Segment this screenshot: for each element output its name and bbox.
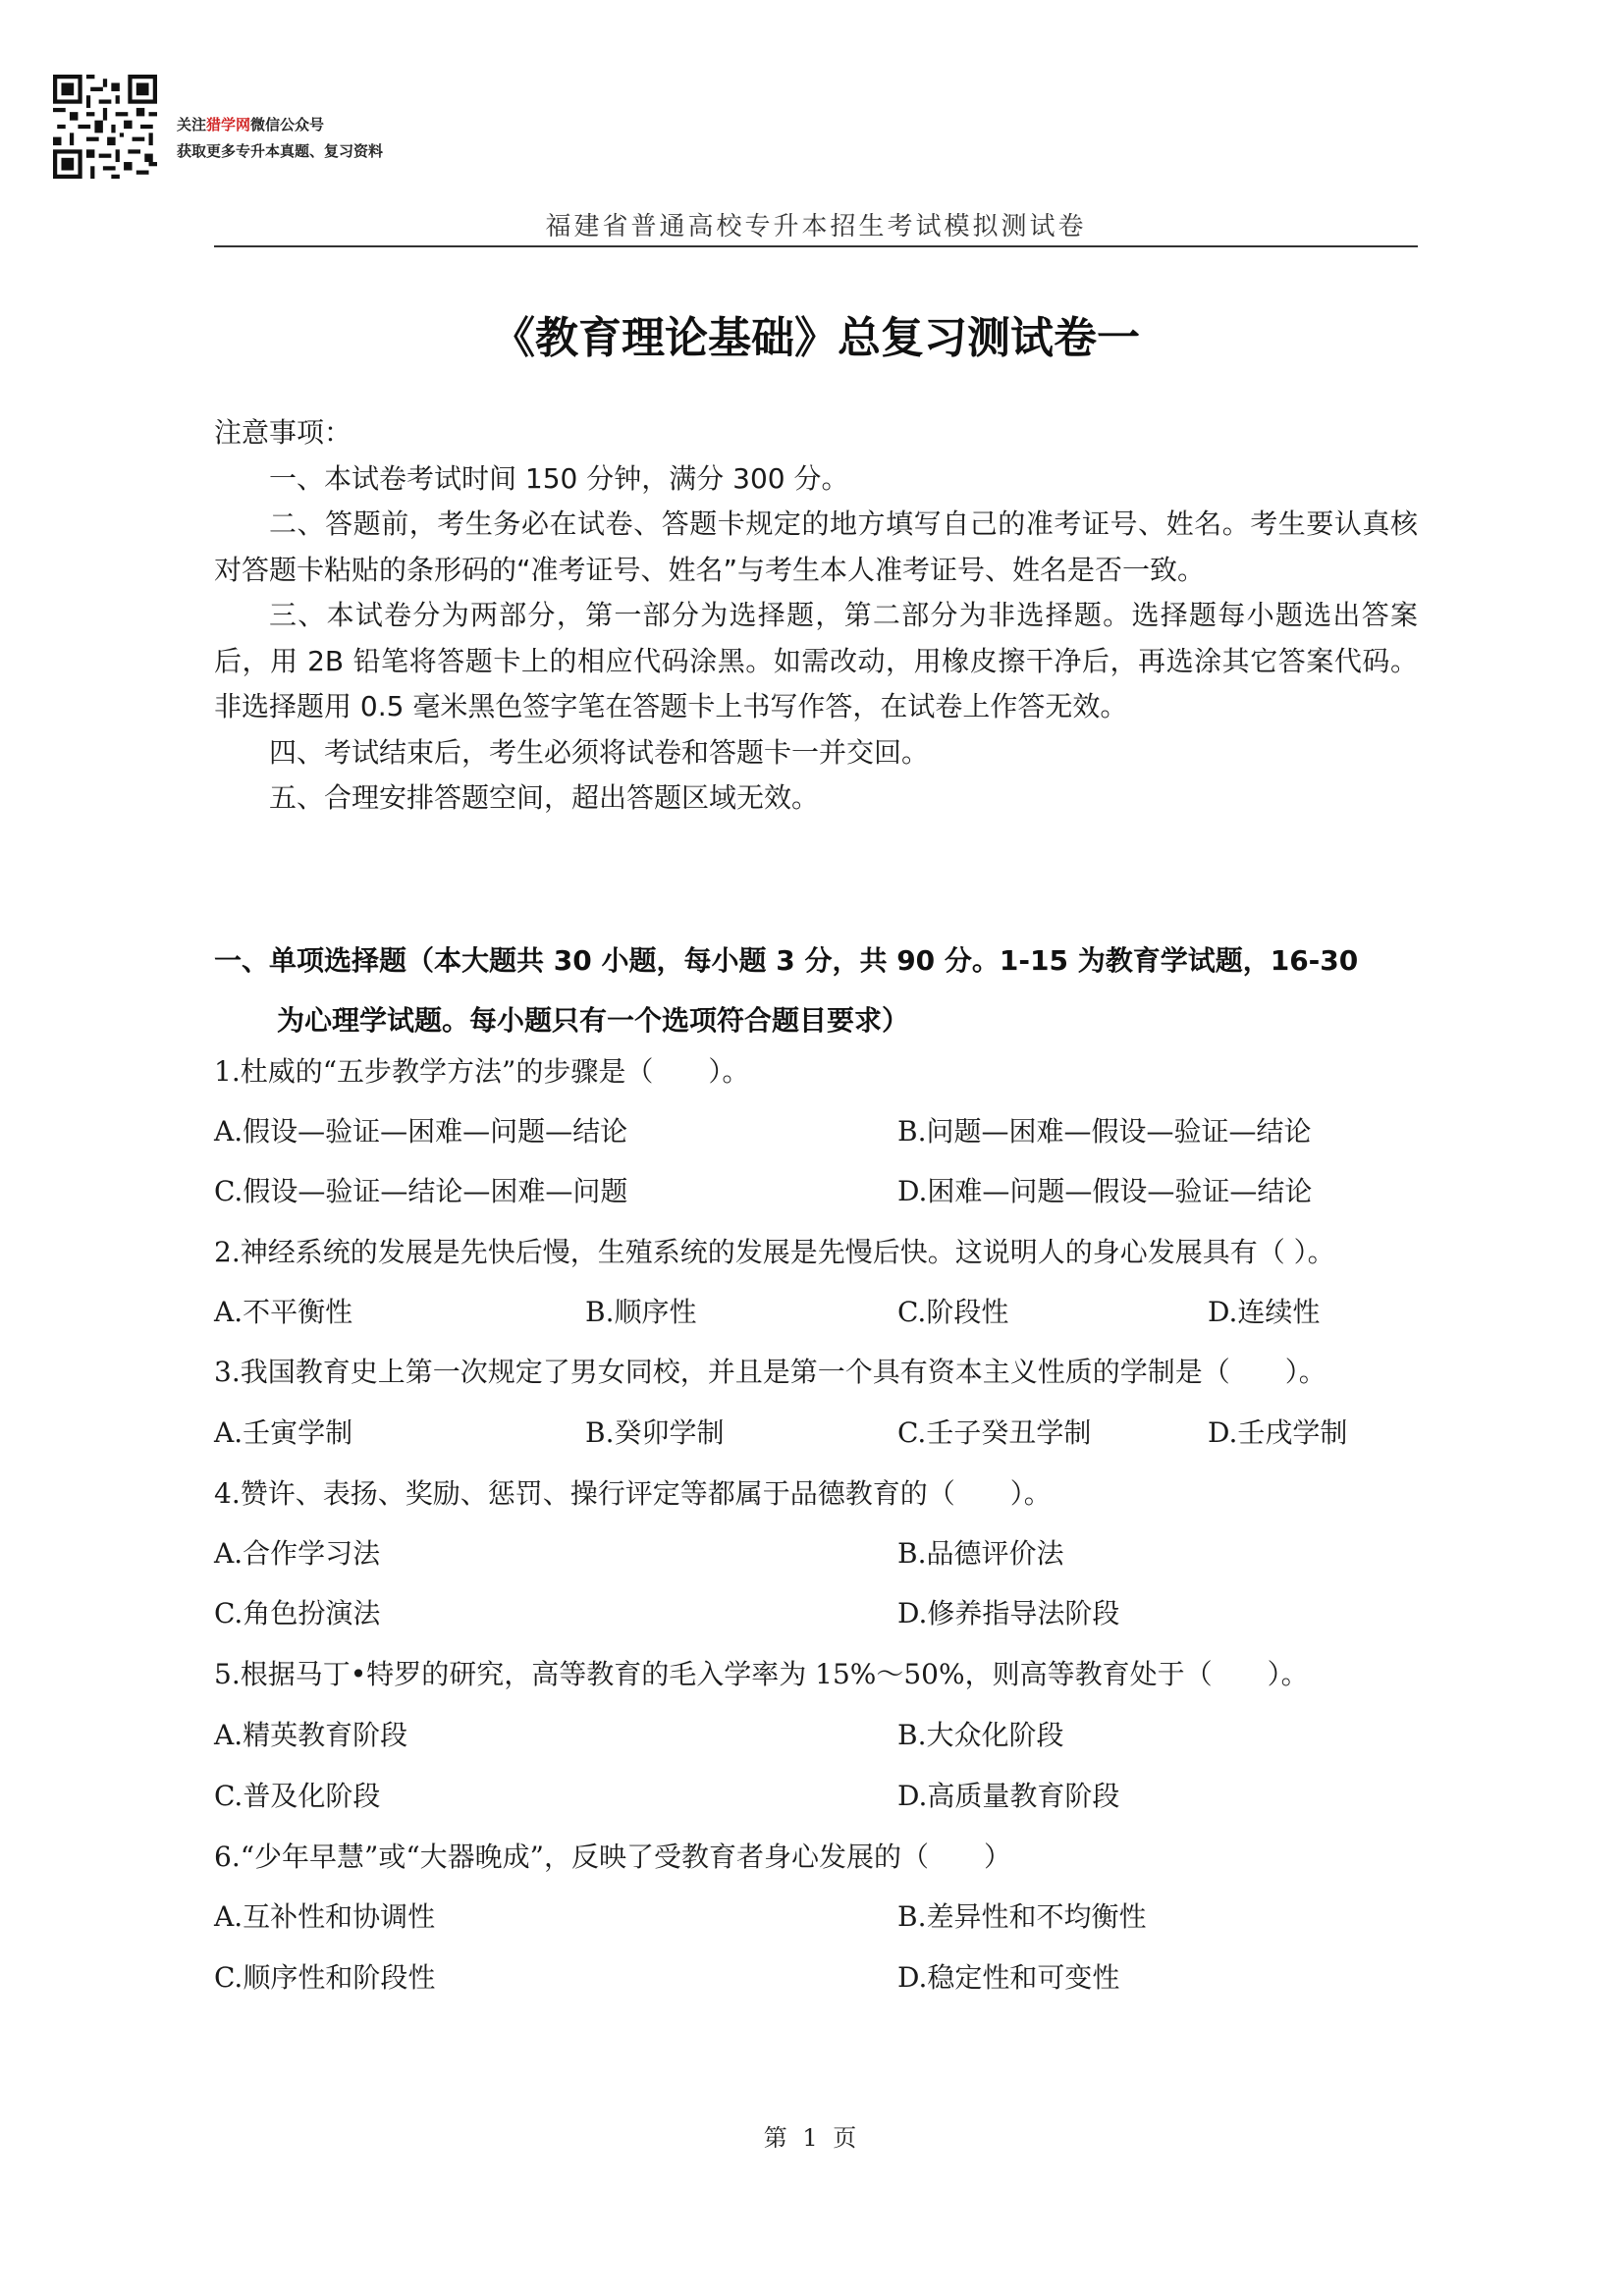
section-heading-line-2: 为心理学试题。每小题只有一个选项符合题目要求） <box>277 1004 910 1037</box>
question-2-option-c: C.阶段性 <box>897 1296 1009 1328</box>
question-3-option-a: A.壬寅学制 <box>214 1416 353 1449</box>
notes-item: 四、考试结束后，考生必须将试卷和答题卡一并交回。 <box>269 735 930 769</box>
question-5-option-d: D.高质量教育阶段 <box>897 1780 1120 1812</box>
question-2-option-a: A.不平衡性 <box>214 1296 353 1328</box>
qr-code-image <box>53 75 157 179</box>
question-5-option-a: A.精英教育阶段 <box>214 1719 408 1751</box>
question-2-option-d: D.连续性 <box>1208 1296 1321 1328</box>
notes-item: 三、本试卷分为两部分，第一部分为选择题，第二部分为非选择题。选择题每小题选出答案后，用 2B 铅笔将答题卡上的相应代码涂黑。如需改动，用橡皮擦干净后，再选涂其它答案代码。非选择题用 0.5 毫米黑色签字笔在答题卡上书写作答，在试卷上作答无效。 <box>214 599 1418 722</box>
question-4-option-a: A.合作学习法 <box>214 1537 381 1570</box>
exam-header-title: 福建省普通高校专升本招生考试模拟测试卷 <box>545 212 1087 241</box>
question-1-option-d: D.困难—问题—假设—验证—结论 <box>897 1175 1313 1207</box>
question-1-option-c: C.假设—验证—结论—困难—问题 <box>214 1175 628 1207</box>
question-3-option-d: D.壬戌学制 <box>1208 1416 1348 1449</box>
header-divider <box>214 245 1418 247</box>
question-3-option-c: C.壬子癸丑学制 <box>897 1416 1092 1449</box>
promo-line-2: 获取更多专升本真题、复习资料 <box>177 142 384 160</box>
notes-item: 一、本试卷考试时间 150 分钟，满分 300 分。 <box>269 461 849 495</box>
question-4-stem: 4.赞许、表扬、奖励、惩罚、操行评定等都属于品德教育的（ ）。 <box>214 1477 1052 1510</box>
question-3-option-b: B.癸卯学制 <box>585 1416 725 1449</box>
notes-section <box>214 410 1418 822</box>
page-number: 第 1 页 <box>763 2124 861 2152</box>
question-5-option-c: C.普及化阶段 <box>214 1780 381 1812</box>
question-2-option-b: B.顺序性 <box>585 1296 697 1328</box>
question-6-option-c: C.顺序性和阶段性 <box>214 1961 436 1994</box>
promo-brand: 猎学网 <box>206 116 251 133</box>
question-6-stem: 6.“少年早慧”或“大器晚成”，反映了受教育者身心发展的（ ） <box>214 1841 1011 1873</box>
question-4-option-b: B.品德评价法 <box>897 1537 1064 1570</box>
notes-heading: 注意事项： <box>214 416 352 449</box>
promo-text <box>177 112 383 165</box>
notes-item: 二、答题前，考生务必在试卷、答题卡规定的地方填写自己的准考证号、姓名。考生要认真核对答题卡粘贴的条形码的“准考证号、姓名”与考生本人准考证号、姓名是否一致。 <box>214 507 1418 586</box>
question-6-option-d: D.稳定性和可变性 <box>897 1961 1120 1994</box>
notes-item: 五、合理安排答题空间，超出答题区域无效。 <box>269 781 820 814</box>
section-heading-line-1: 一、单项选择题（本大题共 30 小题，每小题 3 分，共 90 分。1-15 为教育学试题，16-30 <box>214 944 1359 977</box>
question-4-option-c: C.角色扮演法 <box>214 1597 381 1629</box>
question-2-stem: 2.神经系统的发展是先快后慢，生殖系统的发展是先慢后快。这说明人的身心发展具有（ ）。 <box>214 1236 1335 1268</box>
question-1-option-b: B.问题—困难—假设—验证—结论 <box>897 1115 1312 1148</box>
question-1-stem: 1.杜威的“五步教学方法”的步骤是（ ）。 <box>214 1055 750 1088</box>
question-1-option-a: A.假设—验证—困难—问题—结论 <box>214 1115 628 1148</box>
question-4-option-d: D.修养指导法阶段 <box>897 1597 1120 1629</box>
promo-line-1: 关注猎学网微信公众号 <box>177 116 325 133</box>
question-6-option-b: B.差异性和不均衡性 <box>897 1900 1147 1933</box>
question-3-stem: 3.我国教育史上第一次规定了男女同校，并且是第一个具有资本主义性质的学制是（ ）。 <box>214 1356 1326 1388</box>
paper-title: 《教育理论基础》总复习测试卷一 <box>492 313 1140 363</box>
question-6-option-a: A.互补性和协调性 <box>214 1900 436 1933</box>
section-heading <box>214 931 1418 1050</box>
question-5-option-b: B.大众化阶段 <box>897 1719 1064 1751</box>
question-5-stem: 5.根据马丁•特罗的研究，高等教育的毛入学率为 15%～50%，则高等教育处于（ ）。 <box>214 1658 1309 1690</box>
